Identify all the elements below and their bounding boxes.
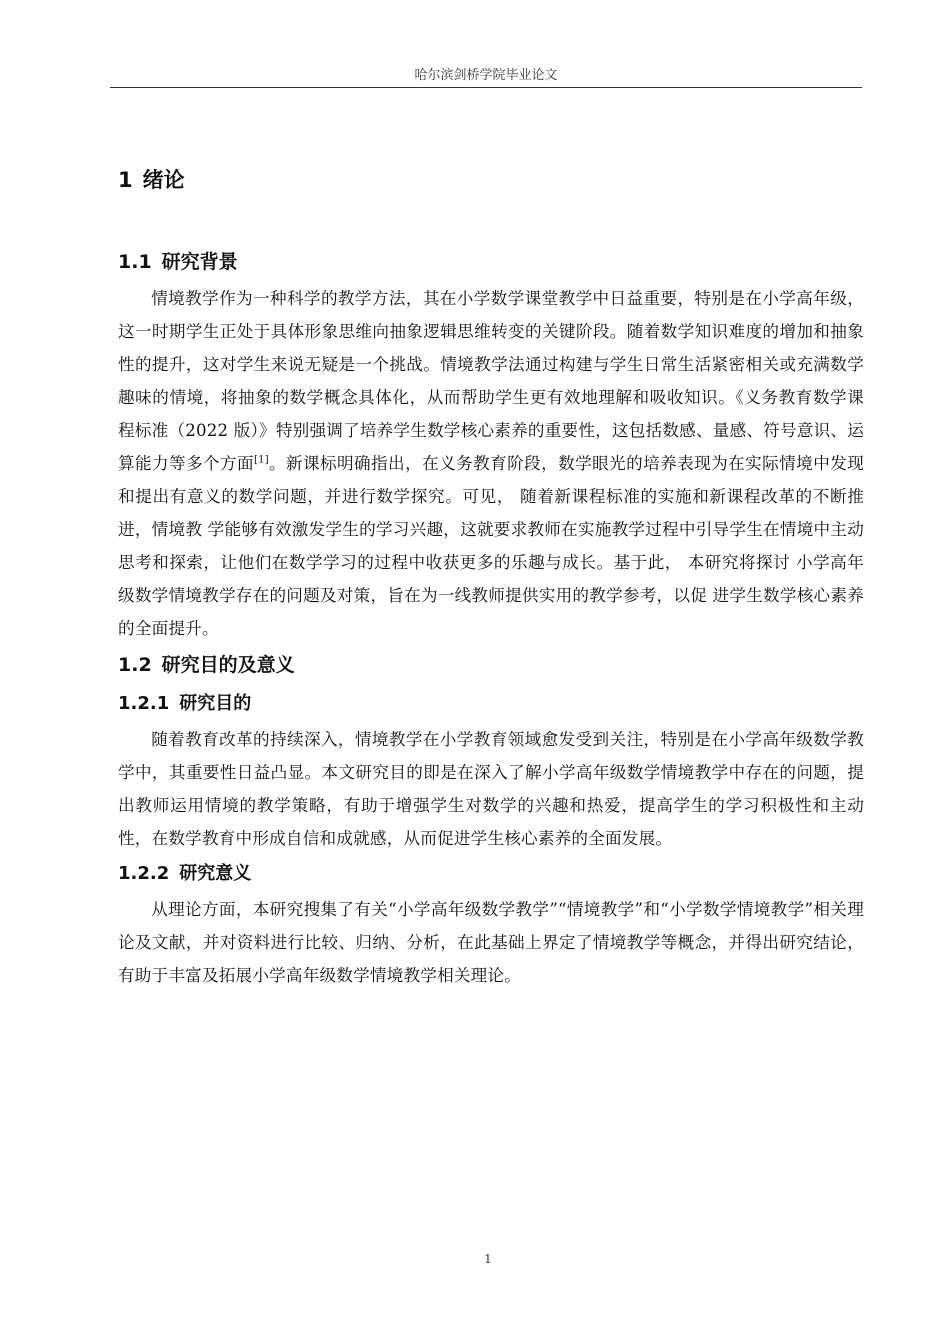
section-number: 1.1 — [118, 251, 152, 273]
section-number: 1.2 — [118, 654, 152, 676]
subsection-number: 1.2.1 — [118, 693, 170, 714]
paragraph-purpose: 随着教育改革的持续深入，情境教学在小学教育领域愈发受到关注，特别是在小学高年级数学教学中，其重要性日益凸显。本文研究目的即是在深入了解小学高年级数学情境教学中存在的问题，提出教师运用情境的教学策略，有助于增强学生对数学的兴趣和热爱，提高学生的学习积极性和主动性，在数学教育中形成自信和成就感，从而促进学生核心素养的全面发展。 — [118, 730, 864, 848]
paragraph-text: 情境教学作为一种科学的教学方法，其在小学数学课堂教学中日益重要，特别是在小学高年级，这一时期学生正处于具体形象思维向抽象逻辑思维转变的关键阶段。随着数学知识难度的增加和抽象性的提升，这对学生来说无疑是一个挑战。情境教学法通过构建与学生日常生活紧密相关或充满数学趣味的情境，将抽象的数学概念具体化，从而帮助学生更有效地理解和吸收知识。《义务教育数学课程标准（2022 版）》特别强调了培养学生数学核心素养的重要性，这包括数感、量感、符号意识、运算能力等多个方面 — [118, 289, 864, 473]
paragraph-background — [118, 282, 864, 645]
citation-marker: [1] — [254, 454, 269, 466]
chapter-number: 1 — [118, 168, 133, 192]
subsection-number: 1.2.2 — [118, 863, 170, 884]
subsection-heading-1-2-2 — [118, 855, 864, 893]
section-heading-1-1 — [118, 242, 864, 282]
subsection-title: 研究目的 — [179, 693, 252, 714]
page-body — [118, 158, 864, 992]
header-divider — [110, 87, 862, 88]
section-title: 研究背景 — [161, 251, 238, 273]
chapter-title: 绪论 — [142, 168, 185, 192]
section-heading-1-2 — [118, 645, 864, 685]
page-header: 哈尔滨剑桥学院毕业论文 — [414, 68, 558, 83]
chapter-heading — [118, 158, 864, 202]
paragraph-text: 。新课标明确指出，在义务教育阶段，数学眼光的培养表现为在实际情境中发现和提出有意义的数学问题，并进行数学探究。可见， 随着新课程标准的实施和新课程改革的不断推进，情境教 学能够有效激发学生的学习兴趣，这就要求教师在实施教学过程中引导学生在情境中主动 思考和探索，让他们在数学学习的过程中收获更多的乐趣与成长。基于此， 本研究将探讨 小学高年级数学情境教学存在的问题及对策，旨在为一线教师提供实用的教学参考，以促 进学生数学核心素养的全面提升。 — [118, 454, 864, 638]
paragraph-significance: 从理论方面，本研究搜集了有关“小学高年级数学教学”“情境教学”和“小学数学情境教学”相关理论及文献，并对资料进行比较、归纳、分析，在此基础上界定了情境教学等概念，并得出研究结论，有助于丰富及拓展小学高年级数学情境教学相关理论。 — [118, 900, 864, 985]
section-title: 研究目的及意义 — [161, 654, 295, 676]
subsection-heading-1-2-1 — [118, 685, 864, 723]
page-number: 1 — [484, 1252, 492, 1266]
subsection-title: 研究意义 — [179, 863, 252, 884]
